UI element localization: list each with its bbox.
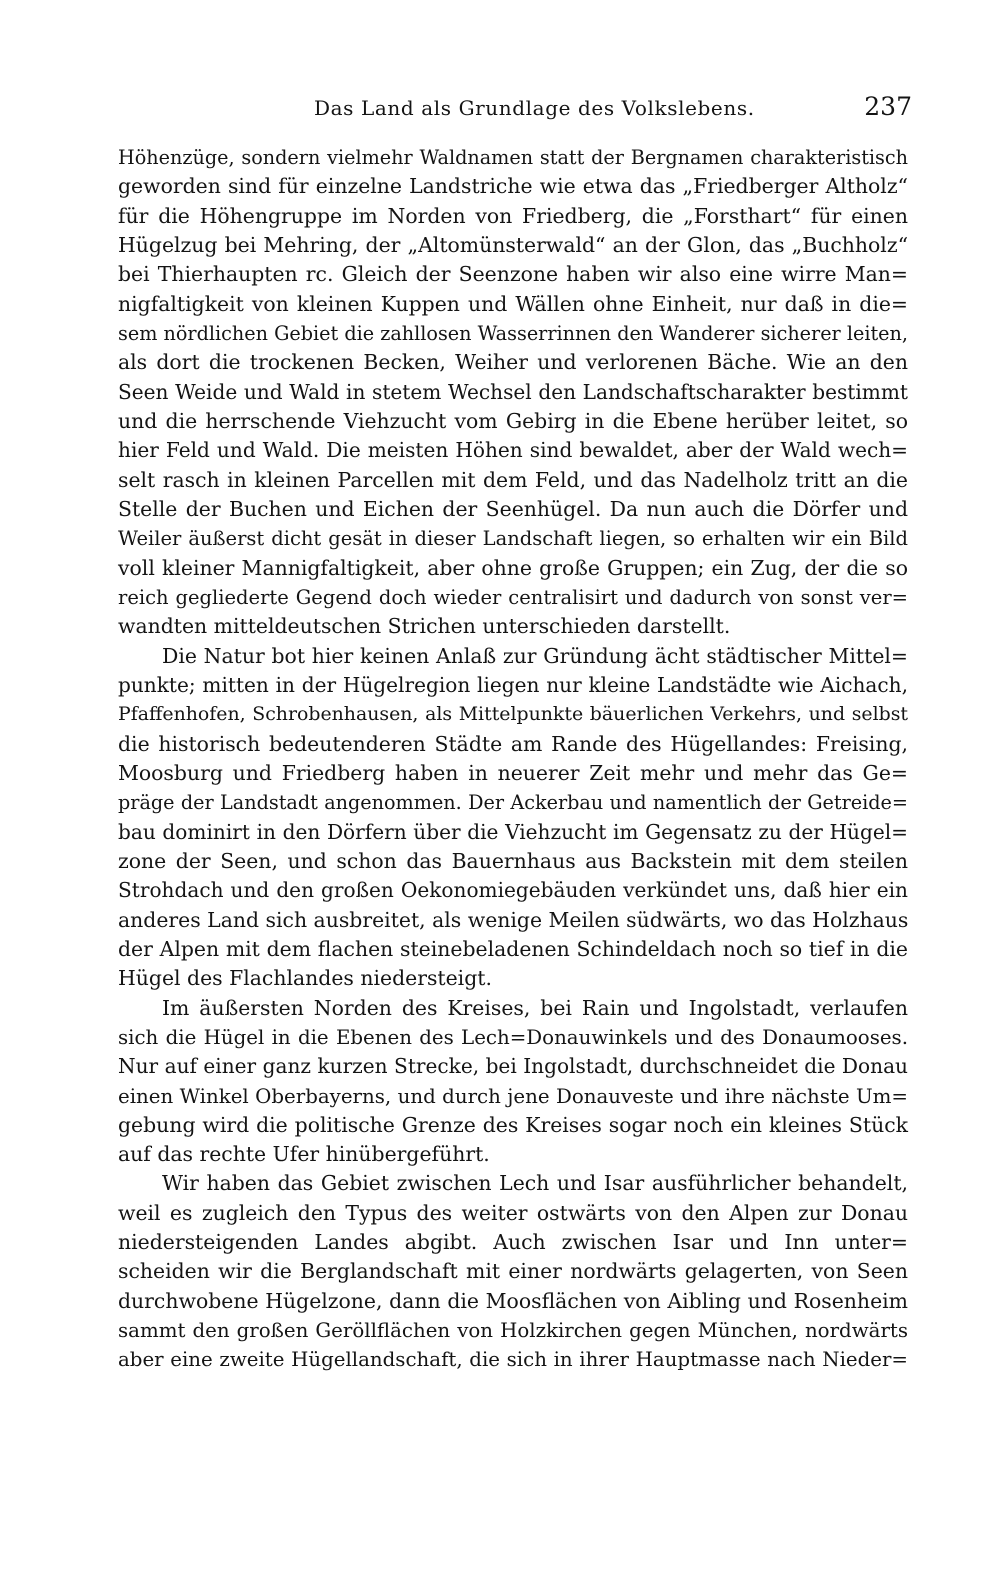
text-line: bei Thierhaupten rc. Gleich der Seenzone haben wir also eine wirre Man= (118, 262, 908, 287)
text-line: gebung wird die politische Grenze des Kreises sogar noch ein kleines Stück (118, 1112, 908, 1137)
text-line: Pfaffenhofen, Schrobenhausen, als Mittelpunkte bäuerlichen Verkehrs, und selbst (118, 703, 908, 726)
text-line: niedersteigenden Landes abgibt. Auch zwischen Isar und Inn unter= (118, 1230, 908, 1255)
paragraph (118, 994, 908, 1170)
text-line: Stelle der Buchen und Eichen der Seenhügel. Da nun auch die Dörfer und (118, 496, 908, 521)
text-line: anderes Land sich ausbreitet, als wenige Meilen südwärts, wo das Holzhaus (118, 907, 909, 932)
text-line: Wir haben das Gebiet zwischen Lech und Isar ausführlicher behandelt, (162, 1171, 908, 1196)
text-line: geworden sind für einzelne Landstriche wie etwa das „Friedberger Altholz“ (118, 174, 908, 199)
text-line: als dort die trockenen Becken, Weiher und verlorenen Bäche. Wie an den (118, 350, 908, 375)
text-line: aber eine zweite Hügellandschaft, die sich in ihrer Hauptmasse nach Nieder= (118, 1348, 908, 1372)
text-line: scheiden wir die Berglandschaft mit einer nordwärts gelagerten, von Seen (118, 1259, 908, 1284)
text-line: zone der Seen, und schon das Bauernhaus aus Backstein mit dem steilen (118, 848, 908, 873)
text-line: Nur auf einer ganz kurzen Strecke, bei Ingolstadt, durchschneidet die Donau (118, 1054, 908, 1079)
text-line: präge der Landstadt angenommen. Der Ackerbau und namentlich der Getreide= (118, 791, 908, 815)
text-line: Seen Weide und Wald in stetem Wechsel den Landschaftscharakter bestimmt (118, 379, 908, 404)
page-number: 237 (864, 92, 912, 121)
text-line: Im äußersten Norden des Kreises, bei Rain und Ingolstadt, verlaufen (162, 995, 908, 1020)
text-line: nigfaltigkeit von kleinen Kuppen und Wällen ohne Einheit, nur daß in die= (118, 291, 908, 316)
text-line: Weiler äußerst dicht gesät in dieser Landschaft liegen, so erhalten wir ein Bild (118, 527, 908, 551)
text-line: und die herrschende Viehzucht vom Gebirg in die Ebene herüber leitet, so (118, 408, 908, 433)
paragraph (118, 143, 908, 642)
text-line: selt rasch in kleinen Parcellen mit dem Feld, und das Nadelholz tritt an die (118, 467, 908, 492)
text-line: für die Höhengruppe im Norden von Friedberg, die „Forsthart“ für einen (118, 203, 908, 228)
text-line: punkte; mitten in der Hügelregion liegen nur kleine Landstädte wie Aichach, (118, 672, 908, 697)
text-line: die historisch bedeutenderen Städte am Rande des Hügellandes: Freising, (118, 731, 908, 756)
text-line: Moosburg und Friedberg haben in neuerer Zeit mehr und mehr das Ge= (118, 760, 908, 785)
text-line: auf das rechte Ufer hinübergeführt. (118, 1142, 490, 1167)
text-line: voll kleiner Mannigfaltigkeit, aber ohne große Gruppen; ein Zug, der die so (118, 555, 908, 580)
text-line: Hügel des Flachlandes niedersteigt. (118, 966, 492, 991)
text-line: sem nördlichen Gebiet die zahllosen Wasserrinnen den Wanderer sicherer leiten, (118, 321, 908, 345)
text-line: sammt den großen Geröllflächen von Holzkirchen gegen München, nordwärts (118, 1319, 908, 1343)
running-head (118, 92, 918, 132)
paragraph (118, 1169, 908, 1374)
text-line: reich gegliederte Gegend doch wieder centralisirt und dadurch von sonst ver= (118, 585, 908, 609)
running-head-title: Das Land als Grundlage des Volkslebens. (314, 96, 755, 120)
text-line: weil es zugleich den Typus des weiter ostwärts von den Alpen zur Donau (118, 1200, 908, 1225)
text-line: Die Natur bot hier keinen Anlaß zur Gründung ächt städtischer Mittel= (162, 643, 908, 668)
text-line: Hügelzug bei Mehring, der „Altomünsterwald“ an der Glon, das „Buchholz“ (118, 232, 908, 257)
text-line: wandten mitteldeutschen Strichen unterschieden darstellt. (118, 614, 731, 639)
text-line: hier Feld und Wald. Die meisten Höhen sind bewaldet, aber der Wald wech= (118, 438, 908, 463)
text-line: Strohdach und den großen Oekonomiegebäuden verkündet uns, daß hier ein (118, 878, 908, 903)
text-line: durchwobene Hügelzone, dann die Moosflächen von Aibling und Rosenheim (118, 1288, 908, 1313)
text-line: Höhenzüge, sondern vielmehr Waldnamen statt der Bergnamen charakteristisch (118, 146, 908, 169)
body-text (118, 143, 908, 1375)
text-line: sich die Hügel in die Ebenen des Lech=Donauwinkels und des Donaumooses. (118, 1025, 908, 1049)
paragraph (118, 642, 908, 994)
text-line: einen Winkel Oberbayerns, und durch jene Donauveste und ihre nächste Um= (118, 1084, 908, 1108)
text-line: bau dominirt in den Dörfern über die Viehzucht im Gegensatz zu der Hügel= (118, 819, 908, 844)
text-line: der Alpen mit dem flachen steinebeladenen Schindeldach noch so tief in die (118, 936, 908, 961)
